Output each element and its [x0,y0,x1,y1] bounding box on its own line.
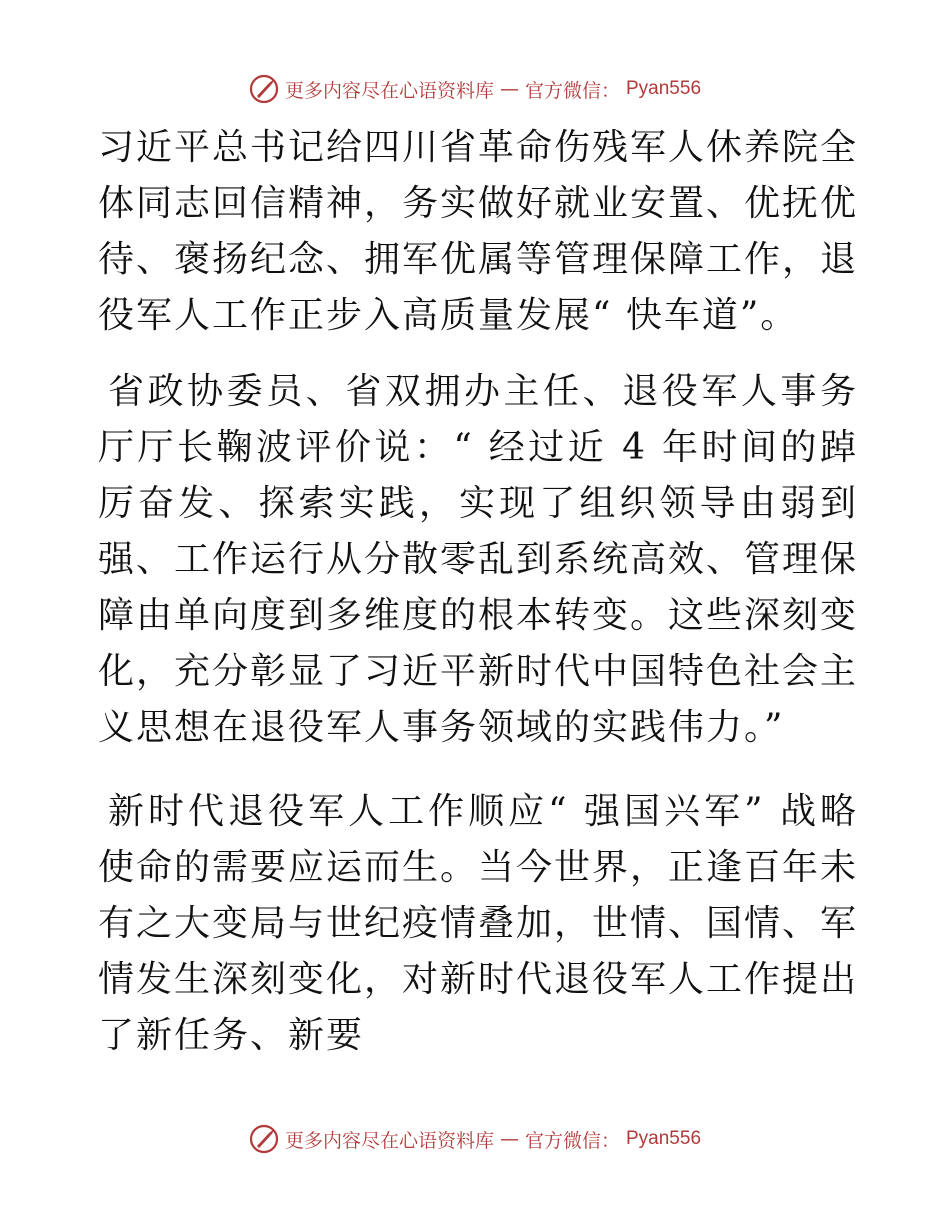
paragraph-2: 省政协委员、省双拥办主任、退役军人事务厅厅长鞠波评价说：“ 经过近 4 年时间的踔厉奋发、探索实践，实现了组织领导由弱到强、工作运行从分散零乱到系统高效、管理保障由单向度到多维度的根本转变。这些深刻变化，充分彰显了习近平新时代中国特色社会主义思想在退役军人事务领域的实践伟力。” [98,371,859,748]
header-watermark [0,74,950,104]
footer-watermark [0,1124,950,1154]
watermark-text: 更多内容尽在心语资料库 [284,79,494,102]
watermark-handle: Pyan556 [626,1128,702,1149]
watermark-text: 更多内容尽在心语资料库 [284,1129,494,1152]
paragraph-3: 新时代退役军人工作顺应“ 强国兴军” 战略使命的需要应运而生。当今世界，正逢百年未有之大变局与世纪疫情叠加，世情、国情、军情发生深刻变化，对新时代退役军人工作提出了新任务、新要 [98,791,859,1056]
watermark-separator: — [499,78,519,100]
watermark-handle: Pyan556 [626,78,702,99]
quill-seal-icon [249,1124,279,1154]
paragraph-1: 习近平总书记给四川省革命伤残军人休养院全体同志回信精神，务实做好就业安置、优抚优待、褒扬纪念、拥军优属等管理保障工作，退役军人工作正步入高质量发展“ 快车道”。 [98,127,859,336]
quill-seal-icon [249,74,279,104]
watermark-label: 官方微信： [524,1129,620,1152]
watermark-separator: — [499,1128,519,1150]
document-body [98,120,858,1092]
watermark-label: 官方微信： [524,79,620,102]
